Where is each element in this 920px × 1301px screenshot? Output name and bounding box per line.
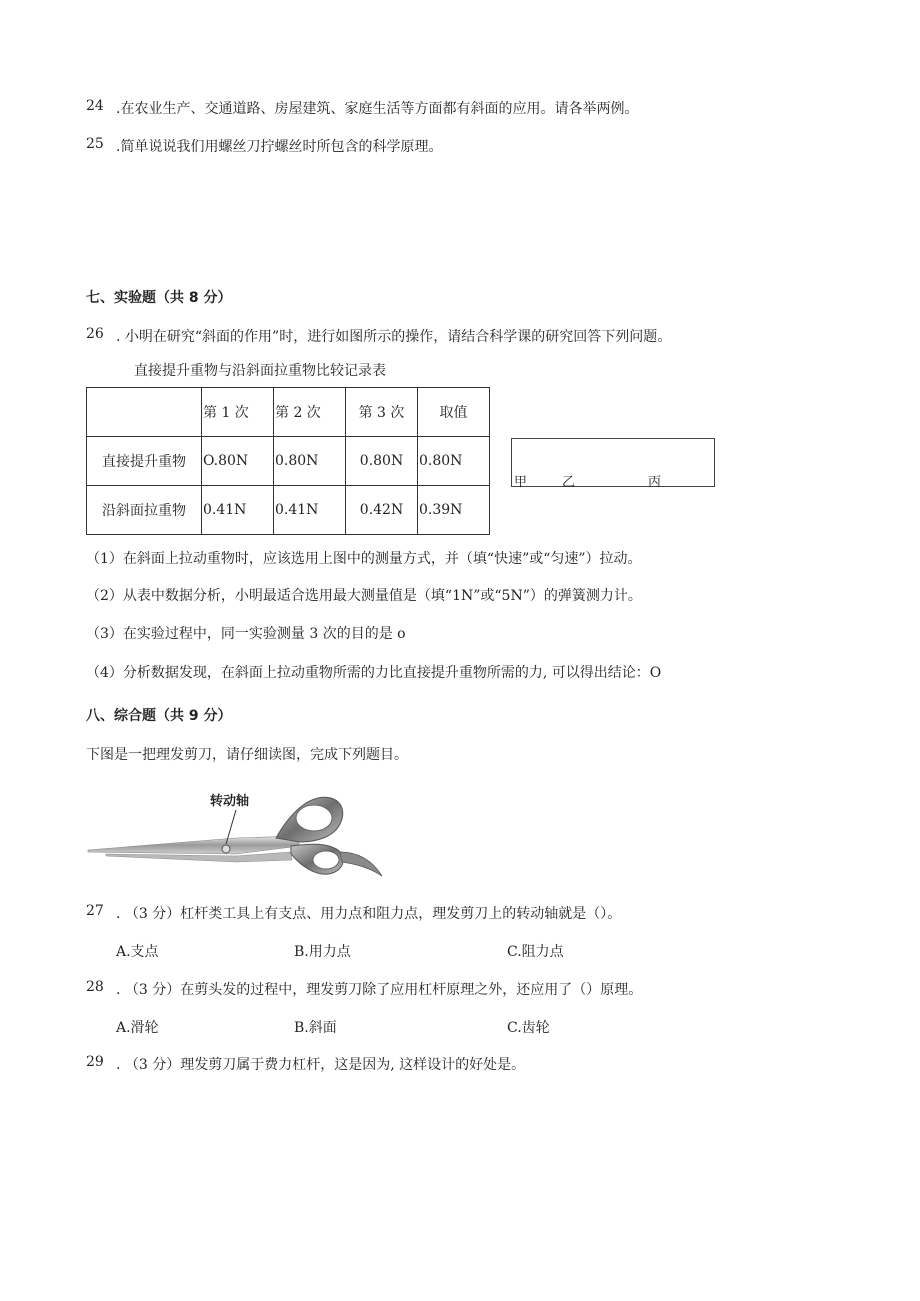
subq-3: （3）在实验过程中，同一实验测量 3 次的目的是 o [86, 626, 406, 642]
q28-option-c: C.齿轮 [507, 1020, 550, 1036]
header-value: 取值 [418, 388, 490, 437]
table-cell: 0.41N [202, 486, 274, 535]
table-row [87, 486, 490, 535]
header-trial-2: 第 2 次 [274, 388, 346, 437]
subq-1: （1）在斜面上拉动重物时，应该选用上图中的测量方式，并（填“快速”或“匀速”）拉动。 [86, 551, 642, 567]
table-row [87, 437, 490, 486]
q29-text: . （3 分）理发剪刀属于费力杠杆，这是因为, 这样设计的好处是。 [116, 1057, 526, 1073]
table-cell: 0.80N [418, 437, 490, 486]
q27-number: 27 [86, 903, 104, 919]
q26-text: . 小明在研究“斜面的作用”时，进行如图所示的操作，请结合科学课的研究回答下列问题。 [116, 329, 672, 345]
q27-text: . （3 分）杠杆类工具上有支点、用力点和阻力点，理发剪刀上的转动轴就是（）。 [116, 906, 622, 922]
q28-text: . （3 分）在剪头发的过程中，理发剪刀除了应用杠杆原理之外，还应用了（）原理。 [116, 982, 643, 998]
section8-intro: 下图是一把理发剪刀，请仔细读图，完成下列题目。 [86, 747, 408, 763]
q28-option-b: B.斜面 [294, 1020, 337, 1036]
table-cell: 0.39N [418, 486, 490, 535]
q26-number: 26 [86, 326, 104, 342]
record-table [86, 387, 490, 535]
header-trial-1: 第 1 次 [202, 388, 274, 437]
q27-option-a: A.支点 [116, 944, 159, 960]
q28-option-a: A.滑轮 [116, 1020, 159, 1036]
table-corner-cell [87, 388, 202, 437]
subq-2: （2）从表中数据分析，小明最适合选用最大测量值是（填“1N”或“5N”）的弹簧测力计。 [86, 588, 642, 604]
q29-number: 29 [86, 1054, 104, 1070]
q28-number: 28 [86, 979, 104, 995]
row-label-slope: 沿斜面拉重物 [87, 486, 202, 535]
table-cell: 0.80N [274, 437, 346, 486]
table-cell: O.80N [202, 437, 274, 486]
experiment-figure [511, 438, 715, 490]
q25-text: .简单说说我们用螺丝刀拧螺丝时所包含的科学原理。 [116, 139, 443, 155]
table-cell: 0.41N [274, 486, 346, 535]
header-trial-3: 第 3 次 [346, 388, 418, 437]
table-cell: 0.80N [346, 437, 418, 486]
table-header-row [87, 388, 490, 437]
table-caption: 直接提升重物与沿斜面拉重物比较记录表 [134, 363, 386, 379]
q27-option-c: C.阻力点 [507, 944, 564, 960]
q27-option-b: B.用力点 [294, 944, 351, 960]
q25-number: 25 [86, 136, 104, 152]
table-cell: 0.42N [346, 486, 418, 535]
figure-label-bing: 丙 [648, 475, 662, 490]
q24-text: .在农业生产、交通道路、房屋建筑、家庭生活等方面都有斜面的应用。请各举两例。 [116, 101, 639, 117]
section8-title: 八、综合题（共 9 分） [86, 708, 232, 724]
scissors-figure [86, 780, 396, 880]
subq-4: （4）分析数据发现，在斜面上拉动重物所需的力比直接提升重物所需的力, 可以得出结论：O [86, 665, 662, 681]
q24-number: 24 [86, 98, 104, 114]
pivot-axis-label: 转动轴 [210, 794, 250, 809]
row-label-lift: 直接提升重物 [87, 437, 202, 486]
figure-label-yi: 乙 [562, 475, 576, 490]
section7-title: 七、实验题（共 8 分） [86, 290, 232, 306]
figure-label-jia: 甲 [514, 475, 528, 490]
